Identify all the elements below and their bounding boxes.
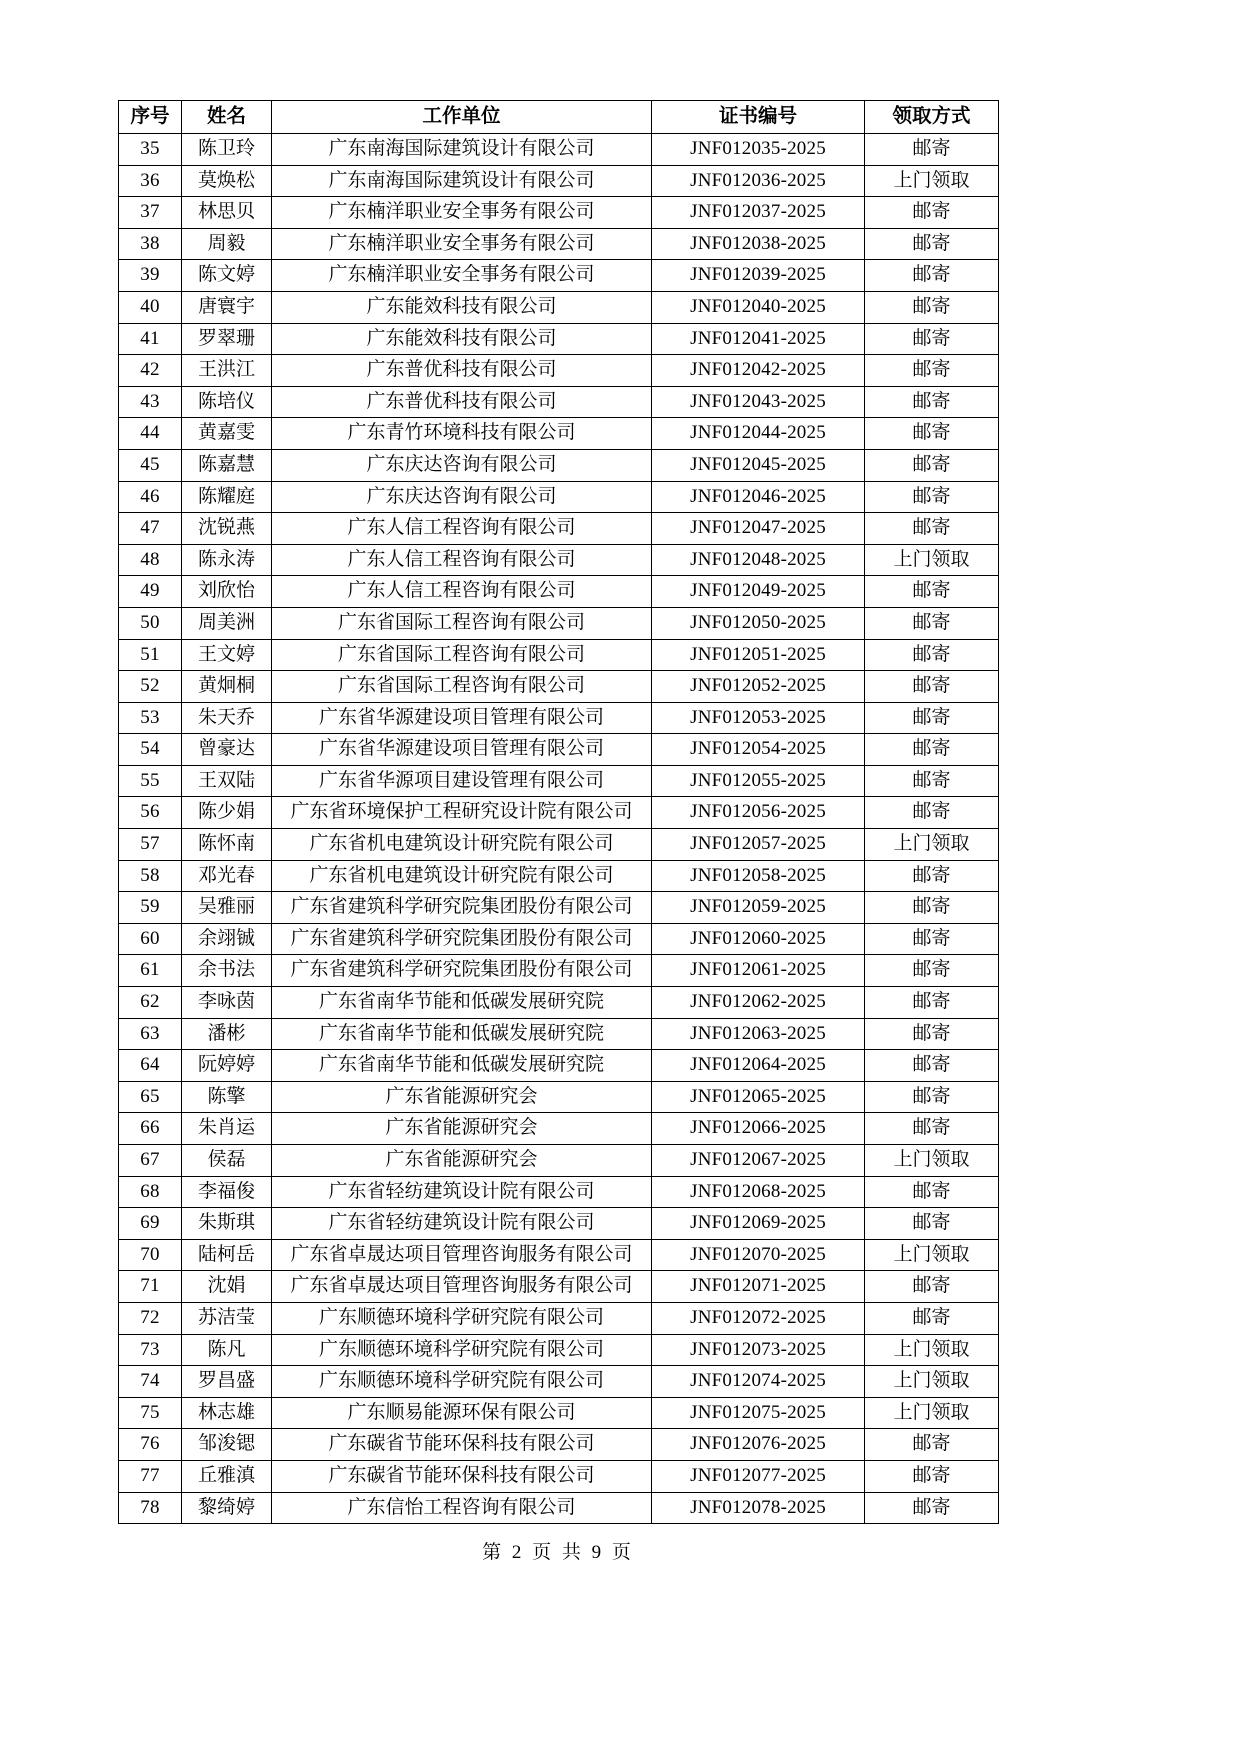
cell-organization: 广东省建筑科学研究院集团股份有限公司 <box>272 892 652 924</box>
cell-name: 朱肖运 <box>182 1113 272 1145</box>
cell-sequence: 55 <box>119 765 182 797</box>
cell-organization: 广东能效科技有限公司 <box>272 323 652 355</box>
cell-delivery-method: 邮寄 <box>865 860 999 892</box>
cell-organization: 广东省机电建筑设计研究院有限公司 <box>272 829 652 861</box>
table-row <box>119 449 999 481</box>
cell-delivery-method: 邮寄 <box>865 923 999 955</box>
cell-name: 陈嘉慧 <box>182 449 272 481</box>
table-row <box>119 1113 999 1145</box>
cell-name: 李福俊 <box>182 1176 272 1208</box>
cell-delivery-method: 邮寄 <box>865 260 999 292</box>
cell-certificate-number: JNF012046-2025 <box>652 481 865 513</box>
table-row <box>119 829 999 861</box>
cell-name: 黄炯桐 <box>182 671 272 703</box>
table-row <box>119 418 999 450</box>
cell-name: 陆柯岳 <box>182 1239 272 1271</box>
table-row <box>119 765 999 797</box>
cell-name: 陈擎 <box>182 1081 272 1113</box>
cell-certificate-number: JNF012071-2025 <box>652 1271 865 1303</box>
cell-sequence: 46 <box>119 481 182 513</box>
cell-sequence: 38 <box>119 228 182 260</box>
cell-name: 李咏茵 <box>182 987 272 1019</box>
cell-certificate-number: JNF012055-2025 <box>652 765 865 797</box>
cell-name: 沈锐燕 <box>182 513 272 545</box>
cell-sequence: 62 <box>119 987 182 1019</box>
cell-name: 侯磊 <box>182 1145 272 1177</box>
cell-certificate-number: JNF012076-2025 <box>652 1429 865 1461</box>
column-header-organization: 工作单位 <box>272 101 652 134</box>
table-row <box>119 291 999 323</box>
cell-delivery-method: 邮寄 <box>865 1492 999 1524</box>
cell-sequence: 42 <box>119 355 182 387</box>
cell-name: 陈怀南 <box>182 829 272 861</box>
cell-certificate-number: JNF012054-2025 <box>652 734 865 766</box>
cell-delivery-method: 邮寄 <box>865 418 999 450</box>
cell-sequence: 65 <box>119 1081 182 1113</box>
table-row <box>119 513 999 545</box>
cell-delivery-method: 邮寄 <box>865 1429 999 1461</box>
cell-delivery-method: 上门领取 <box>865 1397 999 1429</box>
table-row <box>119 260 999 292</box>
table-row <box>119 1176 999 1208</box>
cell-name: 罗翠珊 <box>182 323 272 355</box>
table-row <box>119 1208 999 1240</box>
cell-certificate-number: JNF012037-2025 <box>652 197 865 229</box>
table-header-row <box>119 101 999 134</box>
cell-delivery-method: 邮寄 <box>865 323 999 355</box>
cell-name: 王文婷 <box>182 639 272 671</box>
cell-name: 黄嘉雯 <box>182 418 272 450</box>
cell-delivery-method: 邮寄 <box>865 765 999 797</box>
cell-organization: 广东省华源项目建设管理有限公司 <box>272 765 652 797</box>
cell-organization: 广东楠洋职业安全事务有限公司 <box>272 197 652 229</box>
table-row <box>119 1145 999 1177</box>
cell-sequence: 40 <box>119 291 182 323</box>
table-row <box>119 607 999 639</box>
cell-certificate-number: JNF012060-2025 <box>652 923 865 955</box>
cell-delivery-method: 邮寄 <box>865 1113 999 1145</box>
cell-organization: 广东青竹环境科技有限公司 <box>272 418 652 450</box>
table-row <box>119 734 999 766</box>
table-row <box>119 1429 999 1461</box>
cell-sequence: 45 <box>119 449 182 481</box>
cell-organization: 广东人信工程咨询有限公司 <box>272 576 652 608</box>
cell-certificate-number: JNF012064-2025 <box>652 1050 865 1082</box>
cell-delivery-method: 邮寄 <box>865 607 999 639</box>
cell-sequence: 43 <box>119 386 182 418</box>
cell-sequence: 48 <box>119 544 182 576</box>
cell-delivery-method: 邮寄 <box>865 576 999 608</box>
cell-sequence: 72 <box>119 1302 182 1334</box>
certificate-roster-table <box>118 100 999 1524</box>
cell-sequence: 37 <box>119 197 182 229</box>
cell-organization: 广东顺德环境科学研究院有限公司 <box>272 1366 652 1398</box>
cell-sequence: 39 <box>119 260 182 292</box>
table-row <box>119 576 999 608</box>
cell-sequence: 51 <box>119 639 182 671</box>
cell-organization: 广东南海国际建筑设计有限公司 <box>272 165 652 197</box>
cell-name: 曾豪达 <box>182 734 272 766</box>
table-row <box>119 1366 999 1398</box>
cell-organization: 广东省华源建设项目管理有限公司 <box>272 702 652 734</box>
cell-organization: 广东庆达咨询有限公司 <box>272 481 652 513</box>
cell-certificate-number: JNF012069-2025 <box>652 1208 865 1240</box>
cell-certificate-number: JNF012062-2025 <box>652 987 865 1019</box>
cell-certificate-number: JNF012038-2025 <box>652 228 865 260</box>
table-row <box>119 323 999 355</box>
cell-organization: 广东省南华节能和低碳发展研究院 <box>272 987 652 1019</box>
cell-organization: 广东顺易能源环保有限公司 <box>272 1397 652 1429</box>
cell-organization: 广东省环境保护工程研究设计院有限公司 <box>272 797 652 829</box>
cell-organization: 广东省卓晟达项目管理咨询服务有限公司 <box>272 1271 652 1303</box>
cell-organization: 广东省国际工程咨询有限公司 <box>272 671 652 703</box>
table-row <box>119 134 999 166</box>
cell-sequence: 50 <box>119 607 182 639</box>
cell-sequence: 47 <box>119 513 182 545</box>
cell-organization: 广东省南华节能和低碳发展研究院 <box>272 1050 652 1082</box>
cell-delivery-method: 上门领取 <box>865 1239 999 1271</box>
cell-name: 余书法 <box>182 955 272 987</box>
cell-certificate-number: JNF012041-2025 <box>652 323 865 355</box>
cell-sequence: 53 <box>119 702 182 734</box>
cell-organization: 广东楠洋职业安全事务有限公司 <box>272 260 652 292</box>
cell-certificate-number: JNF012075-2025 <box>652 1397 865 1429</box>
table-body <box>119 134 999 1524</box>
cell-certificate-number: JNF012036-2025 <box>652 165 865 197</box>
cell-sequence: 52 <box>119 671 182 703</box>
cell-organization: 广东普优科技有限公司 <box>272 386 652 418</box>
cell-sequence: 41 <box>119 323 182 355</box>
cell-organization: 广东省能源研究会 <box>272 1081 652 1113</box>
cell-name: 林志雄 <box>182 1397 272 1429</box>
table-row <box>119 987 999 1019</box>
cell-sequence: 49 <box>119 576 182 608</box>
cell-certificate-number: JNF012077-2025 <box>652 1460 865 1492</box>
cell-certificate-number: JNF012073-2025 <box>652 1334 865 1366</box>
cell-organization: 广东顺德环境科学研究院有限公司 <box>272 1302 652 1334</box>
cell-sequence: 57 <box>119 829 182 861</box>
cell-sequence: 35 <box>119 134 182 166</box>
cell-sequence: 59 <box>119 892 182 924</box>
cell-organization: 广东碳省节能环保科技有限公司 <box>272 1460 652 1492</box>
cell-delivery-method: 上门领取 <box>865 1334 999 1366</box>
cell-sequence: 36 <box>119 165 182 197</box>
cell-certificate-number: JNF012068-2025 <box>652 1176 865 1208</box>
cell-organization: 广东省轻纺建筑设计院有限公司 <box>272 1176 652 1208</box>
cell-delivery-method: 邮寄 <box>865 1460 999 1492</box>
cell-organization: 广东省建筑科学研究院集团股份有限公司 <box>272 955 652 987</box>
cell-delivery-method: 邮寄 <box>865 134 999 166</box>
cell-delivery-method: 邮寄 <box>865 892 999 924</box>
column-header-delivery-method: 领取方式 <box>865 101 999 134</box>
cell-organization: 广东省建筑科学研究院集团股份有限公司 <box>272 923 652 955</box>
cell-name: 朱天乔 <box>182 702 272 734</box>
cell-certificate-number: JNF012052-2025 <box>652 671 865 703</box>
cell-certificate-number: JNF012042-2025 <box>652 355 865 387</box>
cell-name: 陈卫玲 <box>182 134 272 166</box>
table-row <box>119 797 999 829</box>
cell-sequence: 66 <box>119 1113 182 1145</box>
cell-certificate-number: JNF012059-2025 <box>652 892 865 924</box>
cell-organization: 广东普优科技有限公司 <box>272 355 652 387</box>
cell-name: 潘彬 <box>182 1018 272 1050</box>
cell-delivery-method: 上门领取 <box>865 1366 999 1398</box>
cell-name: 林思贝 <box>182 197 272 229</box>
cell-delivery-method: 邮寄 <box>865 1176 999 1208</box>
cell-name: 邓光春 <box>182 860 272 892</box>
cell-name: 陈耀庭 <box>182 481 272 513</box>
cell-certificate-number: JNF012044-2025 <box>652 418 865 450</box>
table-row <box>119 386 999 418</box>
table-row <box>119 544 999 576</box>
table-row <box>119 1397 999 1429</box>
cell-delivery-method: 上门领取 <box>865 829 999 861</box>
cell-name: 陈文婷 <box>182 260 272 292</box>
table-row <box>119 860 999 892</box>
cell-sequence: 60 <box>119 923 182 955</box>
cell-name: 苏洁莹 <box>182 1302 272 1334</box>
cell-organization: 广东省南华节能和低碳发展研究院 <box>272 1018 652 1050</box>
cell-sequence: 67 <box>119 1145 182 1177</box>
cell-certificate-number: JNF012040-2025 <box>652 291 865 323</box>
cell-organization: 广东能效科技有限公司 <box>272 291 652 323</box>
cell-organization: 广东省卓晟达项目管理咨询服务有限公司 <box>272 1239 652 1271</box>
cell-organization: 广东省能源研究会 <box>272 1113 652 1145</box>
cell-organization: 广东碳省节能环保科技有限公司 <box>272 1429 652 1461</box>
cell-name: 唐寰宇 <box>182 291 272 323</box>
cell-certificate-number: JNF012048-2025 <box>652 544 865 576</box>
table-row <box>119 671 999 703</box>
cell-sequence: 69 <box>119 1208 182 1240</box>
cell-sequence: 54 <box>119 734 182 766</box>
cell-delivery-method: 邮寄 <box>865 513 999 545</box>
cell-delivery-method: 邮寄 <box>865 702 999 734</box>
cell-name: 吴雅丽 <box>182 892 272 924</box>
cell-delivery-method: 上门领取 <box>865 1145 999 1177</box>
cell-name: 沈娟 <box>182 1271 272 1303</box>
cell-delivery-method: 邮寄 <box>865 197 999 229</box>
table-row <box>119 1081 999 1113</box>
column-header-name: 姓名 <box>182 101 272 134</box>
cell-organization: 广东省国际工程咨询有限公司 <box>272 607 652 639</box>
cell-name: 陈少娟 <box>182 797 272 829</box>
cell-certificate-number: JNF012065-2025 <box>652 1081 865 1113</box>
cell-delivery-method: 邮寄 <box>865 987 999 1019</box>
cell-delivery-method: 邮寄 <box>865 1018 999 1050</box>
table-row <box>119 197 999 229</box>
cell-delivery-method: 邮寄 <box>865 1208 999 1240</box>
cell-sequence: 70 <box>119 1239 182 1271</box>
cell-name: 朱斯琪 <box>182 1208 272 1240</box>
cell-sequence: 73 <box>119 1334 182 1366</box>
cell-certificate-number: JNF012067-2025 <box>652 1145 865 1177</box>
table-row <box>119 1302 999 1334</box>
cell-certificate-number: JNF012035-2025 <box>652 134 865 166</box>
cell-sequence: 71 <box>119 1271 182 1303</box>
table-header <box>119 101 999 134</box>
cell-organization: 广东南海国际建筑设计有限公司 <box>272 134 652 166</box>
cell-delivery-method: 邮寄 <box>865 228 999 260</box>
cell-certificate-number: JNF012050-2025 <box>652 607 865 639</box>
table-row <box>119 955 999 987</box>
cell-delivery-method: 上门领取 <box>865 165 999 197</box>
table-row <box>119 1239 999 1271</box>
cell-certificate-number: JNF012053-2025 <box>652 702 865 734</box>
cell-organization: 广东省能源研究会 <box>272 1145 652 1177</box>
cell-delivery-method: 邮寄 <box>865 355 999 387</box>
cell-certificate-number: JNF012066-2025 <box>652 1113 865 1145</box>
table-row <box>119 1050 999 1082</box>
cell-certificate-number: JNF012063-2025 <box>652 1018 865 1050</box>
cell-certificate-number: JNF012057-2025 <box>652 829 865 861</box>
cell-delivery-method: 邮寄 <box>865 449 999 481</box>
column-header-sequence: 序号 <box>119 101 182 134</box>
cell-sequence: 74 <box>119 1366 182 1398</box>
cell-organization: 广东人信工程咨询有限公司 <box>272 544 652 576</box>
table-row <box>119 1334 999 1366</box>
cell-name: 莫焕松 <box>182 165 272 197</box>
cell-delivery-method: 上门领取 <box>865 544 999 576</box>
table-row <box>119 1460 999 1492</box>
cell-organization: 广东楠洋职业安全事务有限公司 <box>272 228 652 260</box>
cell-delivery-method: 邮寄 <box>865 955 999 987</box>
cell-certificate-number: JNF012045-2025 <box>652 449 865 481</box>
cell-name: 丘雅滇 <box>182 1460 272 1492</box>
cell-organization: 广东信怡工程咨询有限公司 <box>272 1492 652 1524</box>
cell-certificate-number: JNF012049-2025 <box>652 576 865 608</box>
table-row <box>119 355 999 387</box>
table-row <box>119 923 999 955</box>
cell-certificate-number: JNF012056-2025 <box>652 797 865 829</box>
cell-name: 陈培仪 <box>182 386 272 418</box>
cell-delivery-method: 邮寄 <box>865 797 999 829</box>
cell-sequence: 68 <box>119 1176 182 1208</box>
table-row <box>119 228 999 260</box>
cell-name: 罗昌盛 <box>182 1366 272 1398</box>
cell-certificate-number: JNF012078-2025 <box>652 1492 865 1524</box>
cell-organization: 广东省轻纺建筑设计院有限公司 <box>272 1208 652 1240</box>
cell-name: 周美洲 <box>182 607 272 639</box>
table-row <box>119 1018 999 1050</box>
cell-name: 王洪江 <box>182 355 272 387</box>
page-footer: 第 2 页 共 9 页 <box>482 1542 634 1564</box>
cell-sequence: 76 <box>119 1429 182 1461</box>
cell-organization: 广东人信工程咨询有限公司 <box>272 513 652 545</box>
cell-sequence: 44 <box>119 418 182 450</box>
column-header-certificate-number: 证书编号 <box>652 101 865 134</box>
cell-name: 王双陆 <box>182 765 272 797</box>
cell-name: 阮婷婷 <box>182 1050 272 1082</box>
cell-organization: 广东顺德环境科学研究院有限公司 <box>272 1334 652 1366</box>
cell-certificate-number: JNF012061-2025 <box>652 955 865 987</box>
cell-delivery-method: 邮寄 <box>865 386 999 418</box>
table-row <box>119 639 999 671</box>
cell-organization: 广东省华源建设项目管理有限公司 <box>272 734 652 766</box>
cell-certificate-number: JNF012047-2025 <box>652 513 865 545</box>
cell-organization: 广东省机电建筑设计研究院有限公司 <box>272 860 652 892</box>
cell-delivery-method: 邮寄 <box>865 1050 999 1082</box>
cell-delivery-method: 邮寄 <box>865 734 999 766</box>
table-row <box>119 1271 999 1303</box>
cell-name: 邹浚锶 <box>182 1429 272 1461</box>
cell-certificate-number: JNF012058-2025 <box>652 860 865 892</box>
cell-name: 周毅 <box>182 228 272 260</box>
table-row <box>119 481 999 513</box>
cell-delivery-method: 邮寄 <box>865 1081 999 1113</box>
cell-delivery-method: 邮寄 <box>865 1302 999 1334</box>
cell-name: 刘欣怡 <box>182 576 272 608</box>
cell-delivery-method: 邮寄 <box>865 639 999 671</box>
table-row <box>119 165 999 197</box>
cell-certificate-number: JNF012074-2025 <box>652 1366 865 1398</box>
cell-sequence: 64 <box>119 1050 182 1082</box>
cell-certificate-number: JNF012072-2025 <box>652 1302 865 1334</box>
cell-sequence: 78 <box>119 1492 182 1524</box>
cell-sequence: 58 <box>119 860 182 892</box>
cell-sequence: 61 <box>119 955 182 987</box>
cell-delivery-method: 邮寄 <box>865 291 999 323</box>
cell-delivery-method: 邮寄 <box>865 671 999 703</box>
table-row <box>119 702 999 734</box>
cell-organization: 广东省国际工程咨询有限公司 <box>272 639 652 671</box>
cell-sequence: 63 <box>119 1018 182 1050</box>
cell-delivery-method: 邮寄 <box>865 481 999 513</box>
cell-certificate-number: JNF012043-2025 <box>652 386 865 418</box>
table-row <box>119 892 999 924</box>
cell-certificate-number: JNF012039-2025 <box>652 260 865 292</box>
cell-delivery-method: 邮寄 <box>865 1271 999 1303</box>
cell-sequence: 77 <box>119 1460 182 1492</box>
cell-name: 陈凡 <box>182 1334 272 1366</box>
cell-name: 黎绮婷 <box>182 1492 272 1524</box>
cell-certificate-number: JNF012051-2025 <box>652 639 865 671</box>
table-row <box>119 1492 999 1524</box>
cell-name: 余翊铖 <box>182 923 272 955</box>
cell-sequence: 75 <box>119 1397 182 1429</box>
cell-sequence: 56 <box>119 797 182 829</box>
cell-organization: 广东庆达咨询有限公司 <box>272 449 652 481</box>
cell-certificate-number: JNF012070-2025 <box>652 1239 865 1271</box>
cell-name: 陈永涛 <box>182 544 272 576</box>
